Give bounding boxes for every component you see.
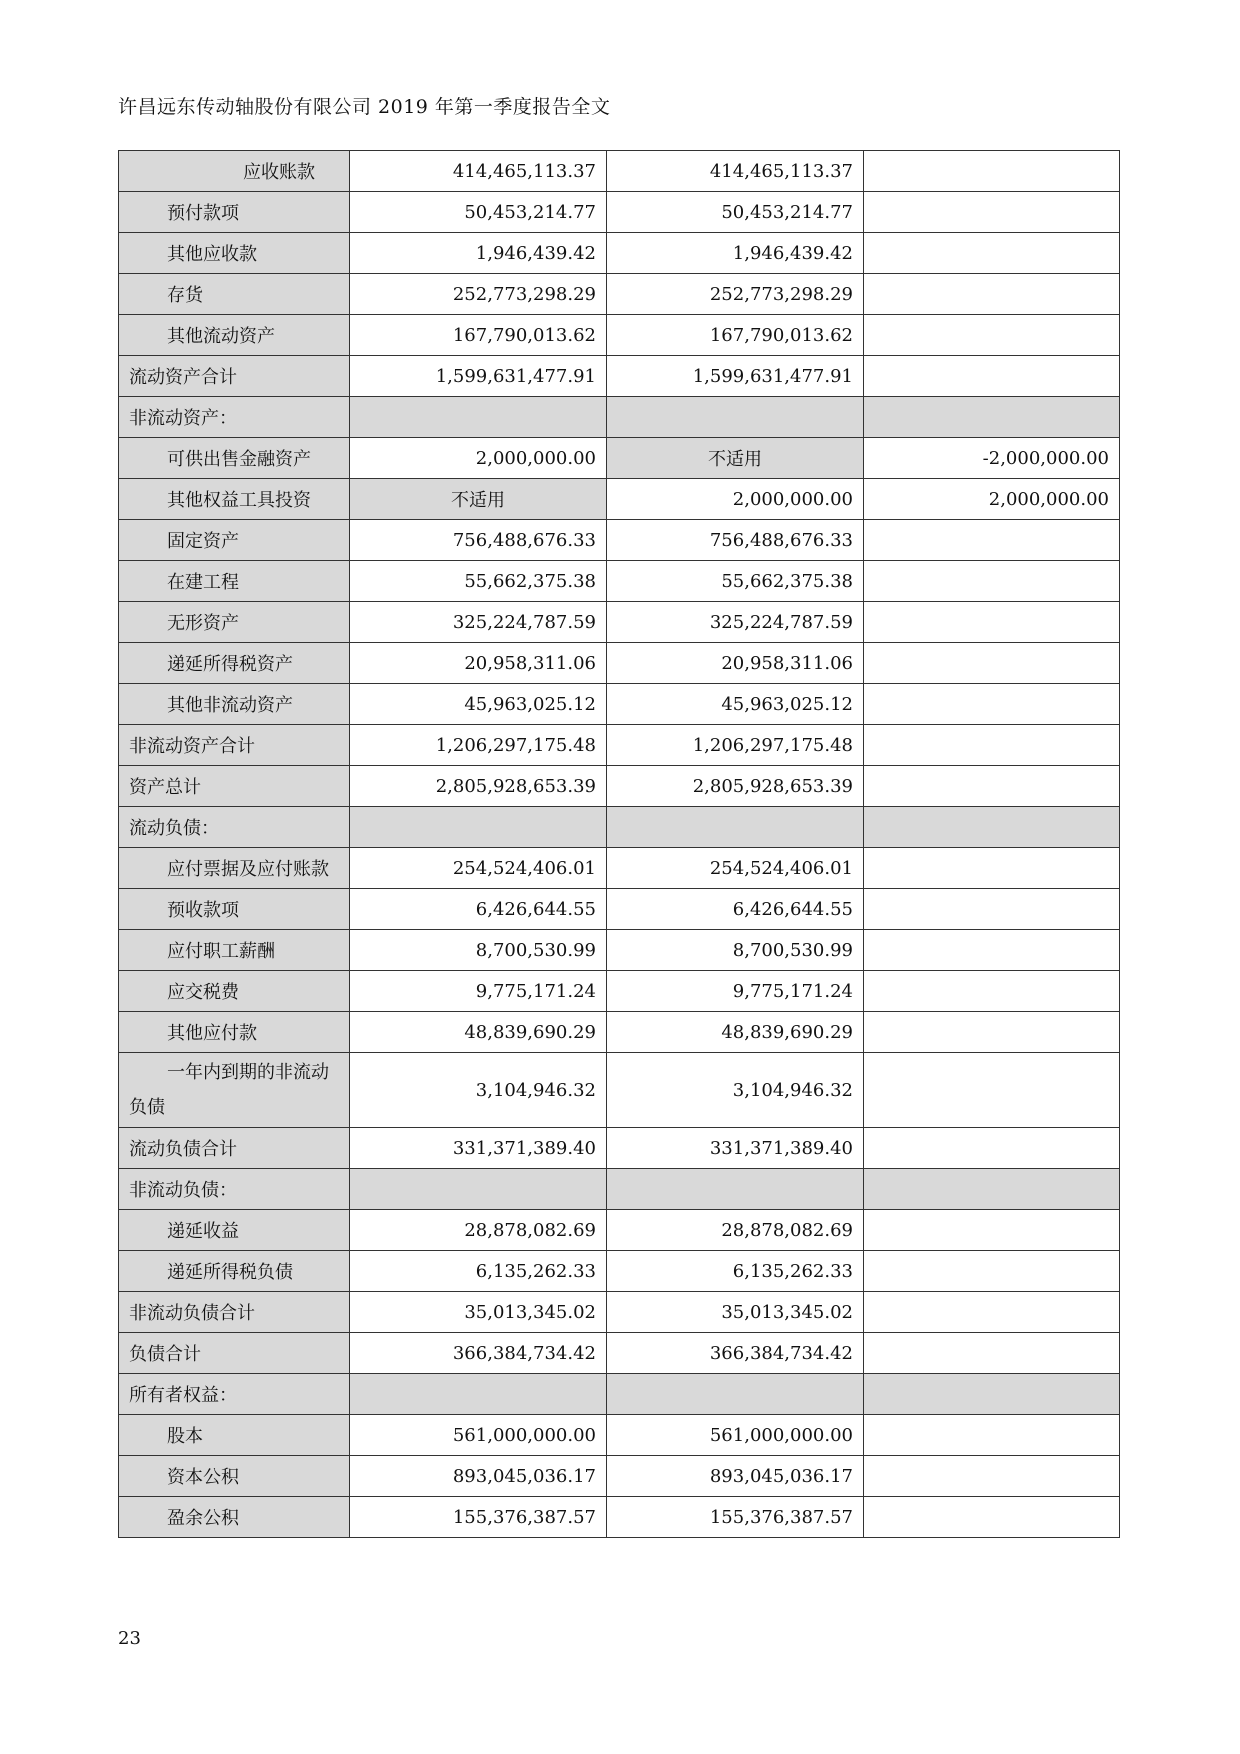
value-cell: 331,371,389.40 [350,1128,607,1169]
value-cell: 55,662,375.38 [607,561,864,602]
adjustment-cell [864,807,1120,848]
row-label: 其他应收款 [119,233,350,274]
value-cell: 6,426,644.55 [607,889,864,930]
value-cell: 2,000,000.00 [350,438,607,479]
section-label: 所有者权益： [119,1374,350,1415]
page-number: 23 [118,1628,141,1649]
value-cell: 45,963,025.12 [607,684,864,725]
value-cell: 3,104,946.32 [350,1053,607,1128]
adjustment-cell [864,315,1120,356]
value-cell: 不适用 [350,479,607,520]
table-row [119,725,1120,766]
adjustment-cell [864,766,1120,807]
table-row [119,1456,1120,1497]
table-row [119,1251,1120,1292]
table-row [119,151,1120,192]
section-row [119,807,1120,848]
value-cell: 1,599,631,477.91 [607,356,864,397]
adjustment-cell [864,1169,1120,1210]
adjustment-cell [864,1053,1120,1128]
table-row [119,643,1120,684]
row-label: 递延所得税资产 [119,643,350,684]
value-cell: 1,206,297,175.48 [607,725,864,766]
value-cell: 1,946,439.42 [350,233,607,274]
table-row [119,684,1120,725]
value-cell: 28,878,082.69 [607,1210,864,1251]
row-label: 预付款项 [119,192,350,233]
adjustment-cell [864,561,1120,602]
section-label: 流动负债： [119,807,350,848]
value-cell: 414,465,113.37 [607,151,864,192]
value-cell: 45,963,025.12 [350,684,607,725]
value-cell: 2,805,928,653.39 [607,766,864,807]
adjustment-cell [864,192,1120,233]
value-cell: 9,775,171.24 [607,971,864,1012]
value-cell: 167,790,013.62 [350,315,607,356]
table-row [119,192,1120,233]
row-label: 应付票据及应付账款 [119,848,350,889]
value-cell: 2,805,928,653.39 [350,766,607,807]
adjustment-cell [864,848,1120,889]
row-label: 可供出售金融资产 [119,438,350,479]
adjustment-cell [864,233,1120,274]
value-cell: 167,790,013.62 [607,315,864,356]
value-cell: 55,662,375.38 [350,561,607,602]
value-cell: 8,700,530.99 [350,930,607,971]
row-label: 固定资产 [119,520,350,561]
row-label: 负债合计 [119,1333,350,1374]
section-label: 非流动资产： [119,397,350,438]
row-label: 应付职工薪酬 [119,930,350,971]
row-label: 预收款项 [119,889,350,930]
row-label: 流动资产合计 [119,356,350,397]
value-cell: 20,958,311.06 [350,643,607,684]
row-label: 流动负债合计 [119,1128,350,1169]
balance-sheet-table [118,150,1120,1538]
section-row [119,397,1120,438]
row-label: 存货 [119,274,350,315]
row-label: 其他权益工具投资 [119,479,350,520]
value-cell: 561,000,000.00 [607,1415,864,1456]
adjustment-cell [864,930,1120,971]
table-row [119,274,1120,315]
adjustment-cell [864,1497,1120,1538]
table-row [119,1128,1120,1169]
table-row [119,1210,1120,1251]
value-cell [350,1374,607,1415]
table-row [119,233,1120,274]
adjustment-cell [864,356,1120,397]
value-cell: 6,135,262.33 [607,1251,864,1292]
adjustment-cell [864,725,1120,766]
table-row [119,1415,1120,1456]
adjustment-cell [864,1210,1120,1251]
value-cell: 366,384,734.42 [350,1333,607,1374]
table-row [119,479,1120,520]
table-row [119,602,1120,643]
adjustment-cell [864,1251,1120,1292]
row-label: 无形资产 [119,602,350,643]
table-row [119,520,1120,561]
value-cell: 6,426,644.55 [350,889,607,930]
adjustment-cell: -2,000,000.00 [864,438,1120,479]
row-label: 一年内到期的非流动负债 [119,1053,350,1128]
value-cell: 893,045,036.17 [350,1456,607,1497]
row-label: 非流动资产合计 [119,725,350,766]
adjustment-cell [864,684,1120,725]
value-cell: 28,878,082.69 [350,1210,607,1251]
value-cell: 20,958,311.06 [607,643,864,684]
value-cell: 35,013,345.02 [607,1292,864,1333]
table-row [119,1053,1120,1128]
row-label: 递延所得税负债 [119,1251,350,1292]
table-row [119,438,1120,479]
table-row [119,848,1120,889]
value-cell: 254,524,406.01 [607,848,864,889]
value-cell: 1,206,297,175.48 [350,725,607,766]
value-cell: 325,224,787.59 [607,602,864,643]
value-cell: 50,453,214.77 [607,192,864,233]
row-label: 非流动负债合计 [119,1292,350,1333]
value-cell: 1,599,631,477.91 [350,356,607,397]
adjustment-cell [864,1292,1120,1333]
value-cell: 366,384,734.42 [607,1333,864,1374]
row-label: 资本公积 [119,1456,350,1497]
table-row [119,561,1120,602]
row-label: 其他流动资产 [119,315,350,356]
value-cell: 48,839,690.29 [350,1012,607,1053]
value-cell [350,807,607,848]
value-cell: 155,376,387.57 [350,1497,607,1538]
table-row [119,930,1120,971]
value-cell: 2,000,000.00 [607,479,864,520]
value-cell: 252,773,298.29 [607,274,864,315]
value-cell: 325,224,787.59 [350,602,607,643]
value-cell [607,807,864,848]
value-cell: 3,104,946.32 [607,1053,864,1128]
adjustment-cell [864,889,1120,930]
row-label: 应收账款 [119,151,350,192]
section-row [119,1374,1120,1415]
table-row [119,1292,1120,1333]
table-row [119,1497,1120,1538]
value-cell [607,1169,864,1210]
value-cell [350,397,607,438]
row-label: 资产总计 [119,766,350,807]
value-cell: 不适用 [607,438,864,479]
table-row [119,1012,1120,1053]
adjustment-cell [864,1333,1120,1374]
adjustment-cell [864,1012,1120,1053]
adjustment-cell [864,274,1120,315]
adjustment-cell [864,1128,1120,1169]
section-row [119,1169,1120,1210]
value-cell: 48,839,690.29 [607,1012,864,1053]
table-row [119,356,1120,397]
table-row [119,971,1120,1012]
value-cell: 1,946,439.42 [607,233,864,274]
adjustment-cell [864,643,1120,684]
value-cell: 6,135,262.33 [350,1251,607,1292]
value-cell: 561,000,000.00 [350,1415,607,1456]
value-cell [607,397,864,438]
row-label: 递延收益 [119,1210,350,1251]
adjustment-cell [864,602,1120,643]
adjustment-cell [864,1415,1120,1456]
table-row [119,889,1120,930]
section-label: 非流动负债： [119,1169,350,1210]
value-cell: 8,700,530.99 [607,930,864,971]
value-cell: 254,524,406.01 [350,848,607,889]
row-label: 盈余公积 [119,1497,350,1538]
row-label: 股本 [119,1415,350,1456]
row-label: 其他应付款 [119,1012,350,1053]
row-label: 在建工程 [119,561,350,602]
value-cell [607,1374,864,1415]
value-cell: 756,488,676.33 [607,520,864,561]
value-cell: 756,488,676.33 [350,520,607,561]
adjustment-cell [864,1456,1120,1497]
adjustment-cell [864,1374,1120,1415]
value-cell [350,1169,607,1210]
adjustment-cell: 2,000,000.00 [864,479,1120,520]
report-header: 许昌远东传动轴股份有限公司 2019 年第一季度报告全文 [118,96,611,118]
adjustment-cell [864,520,1120,561]
table-row [119,1333,1120,1374]
value-cell: 893,045,036.17 [607,1456,864,1497]
value-cell: 414,465,113.37 [350,151,607,192]
row-label: 其他非流动资产 [119,684,350,725]
table-row [119,766,1120,807]
value-cell: 35,013,345.02 [350,1292,607,1333]
value-cell: 155,376,387.57 [607,1497,864,1538]
row-label: 应交税费 [119,971,350,1012]
table-row [119,315,1120,356]
adjustment-cell [864,151,1120,192]
value-cell: 50,453,214.77 [350,192,607,233]
value-cell: 331,371,389.40 [607,1128,864,1169]
value-cell: 9,775,171.24 [350,971,607,1012]
adjustment-cell [864,397,1120,438]
value-cell: 252,773,298.29 [350,274,607,315]
adjustment-cell [864,971,1120,1012]
